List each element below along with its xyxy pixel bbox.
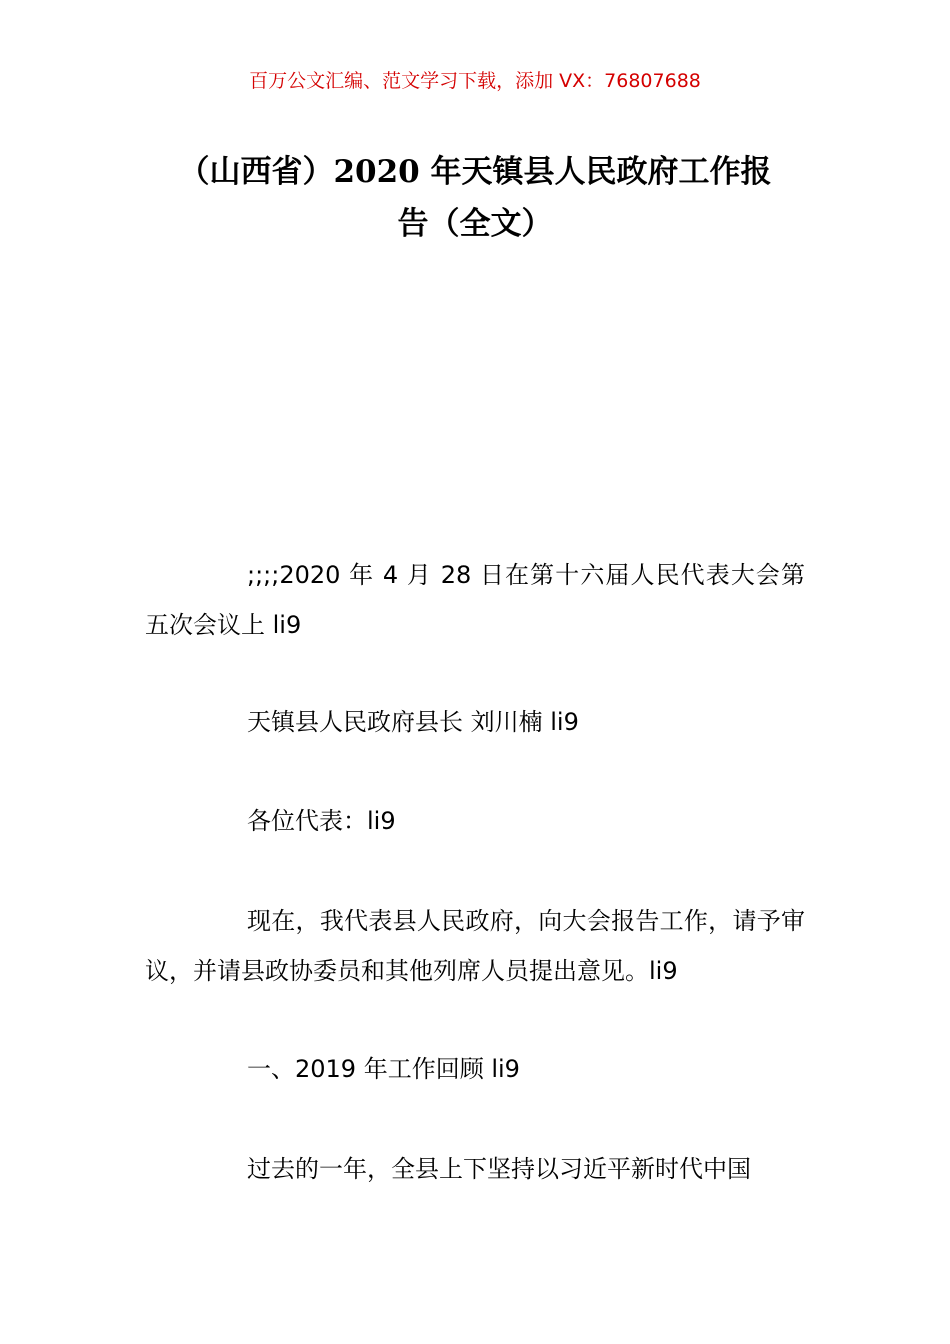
- document-title-line-2: 告（全文）: [397, 206, 553, 242]
- salutation-paragraph: 各位代表：li9: [247, 807, 396, 835]
- intro-paragraph: 现在，我代表县人民政府，向大会报告工作，请予审议，并请县政协委员和其他列席人员提出意见。li9: [145, 907, 805, 985]
- document-title-line-1: （山西省）2020 年天镇县人民政府工作报: [178, 154, 772, 190]
- review-paragraph: 过去的一年，全县上下坚持以习近平新时代中国: [247, 1155, 751, 1183]
- section-heading: 一、2019 年工作回顾 li9: [247, 1055, 520, 1083]
- document-title: [140, 146, 810, 250]
- speaker-paragraph: 天镇县人民政府县长 刘川楠 li9: [247, 708, 579, 736]
- header-note: 百万公文汇编、范文学习下载，添加 VX：76807688: [249, 70, 701, 92]
- date-line-paragraph: ;;;;2020 年 4 月 28 日在第十六届人民代表大会第五次会议上 li9: [145, 561, 805, 639]
